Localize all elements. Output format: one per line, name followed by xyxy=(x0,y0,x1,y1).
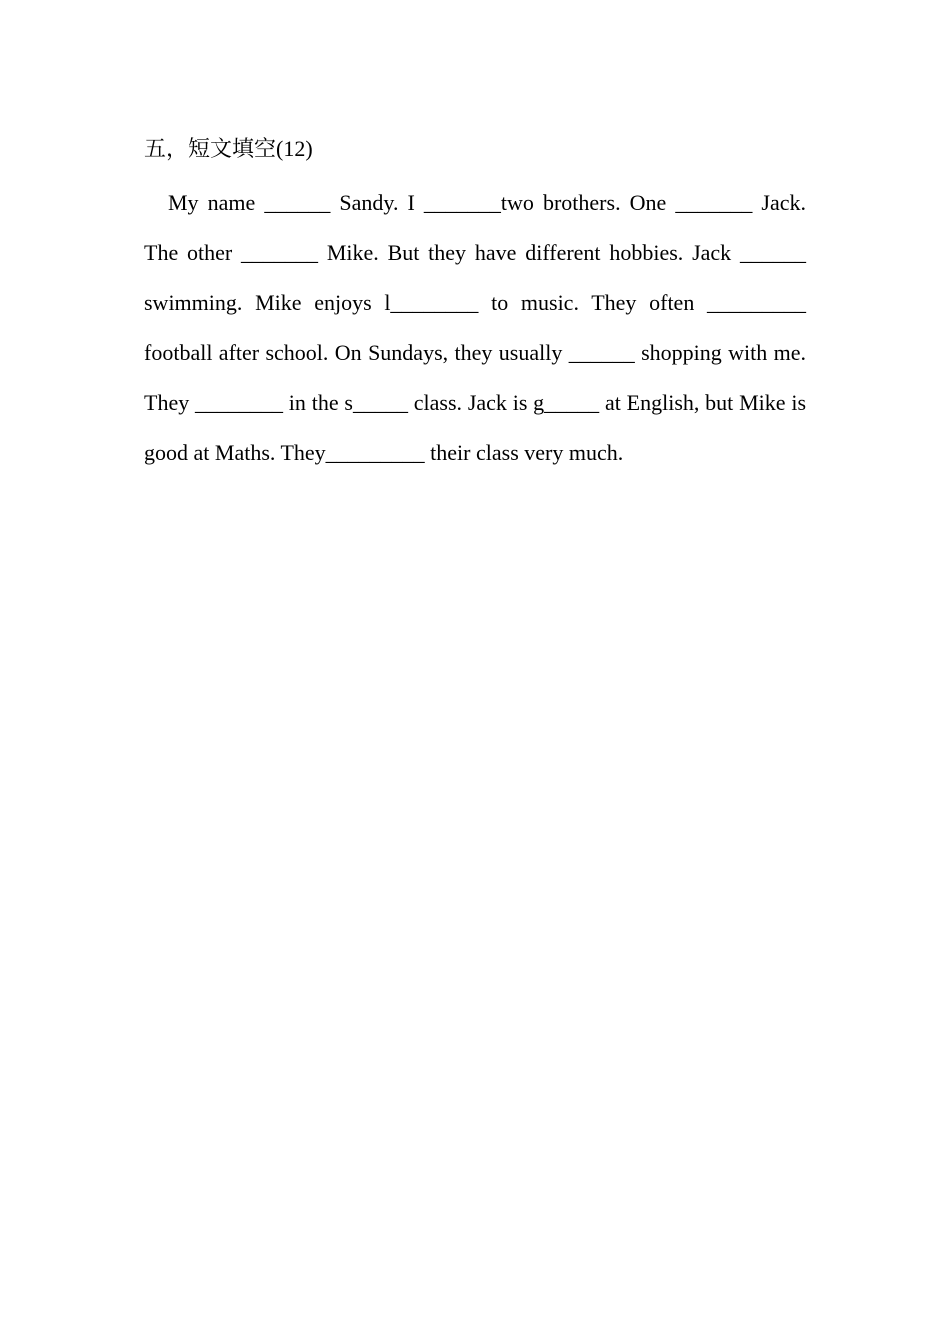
section-heading: 五，短文填空(12) xyxy=(144,136,313,161)
cloze-passage: My name ______ Sandy. I _______two brothers. One _______ Jack. The other _______ Mike. But they have different hobbies. Jack ______ swimming. Mike enjoys l________ to music. They often _________ football after school. On Sundays, they usually ______ shopping with me. They ________ in the s_____ class. Jack is g_____ at English, but Mike is good at Maths. They_________ their class very much. xyxy=(144,190,806,465)
exercise-section xyxy=(144,128,806,478)
